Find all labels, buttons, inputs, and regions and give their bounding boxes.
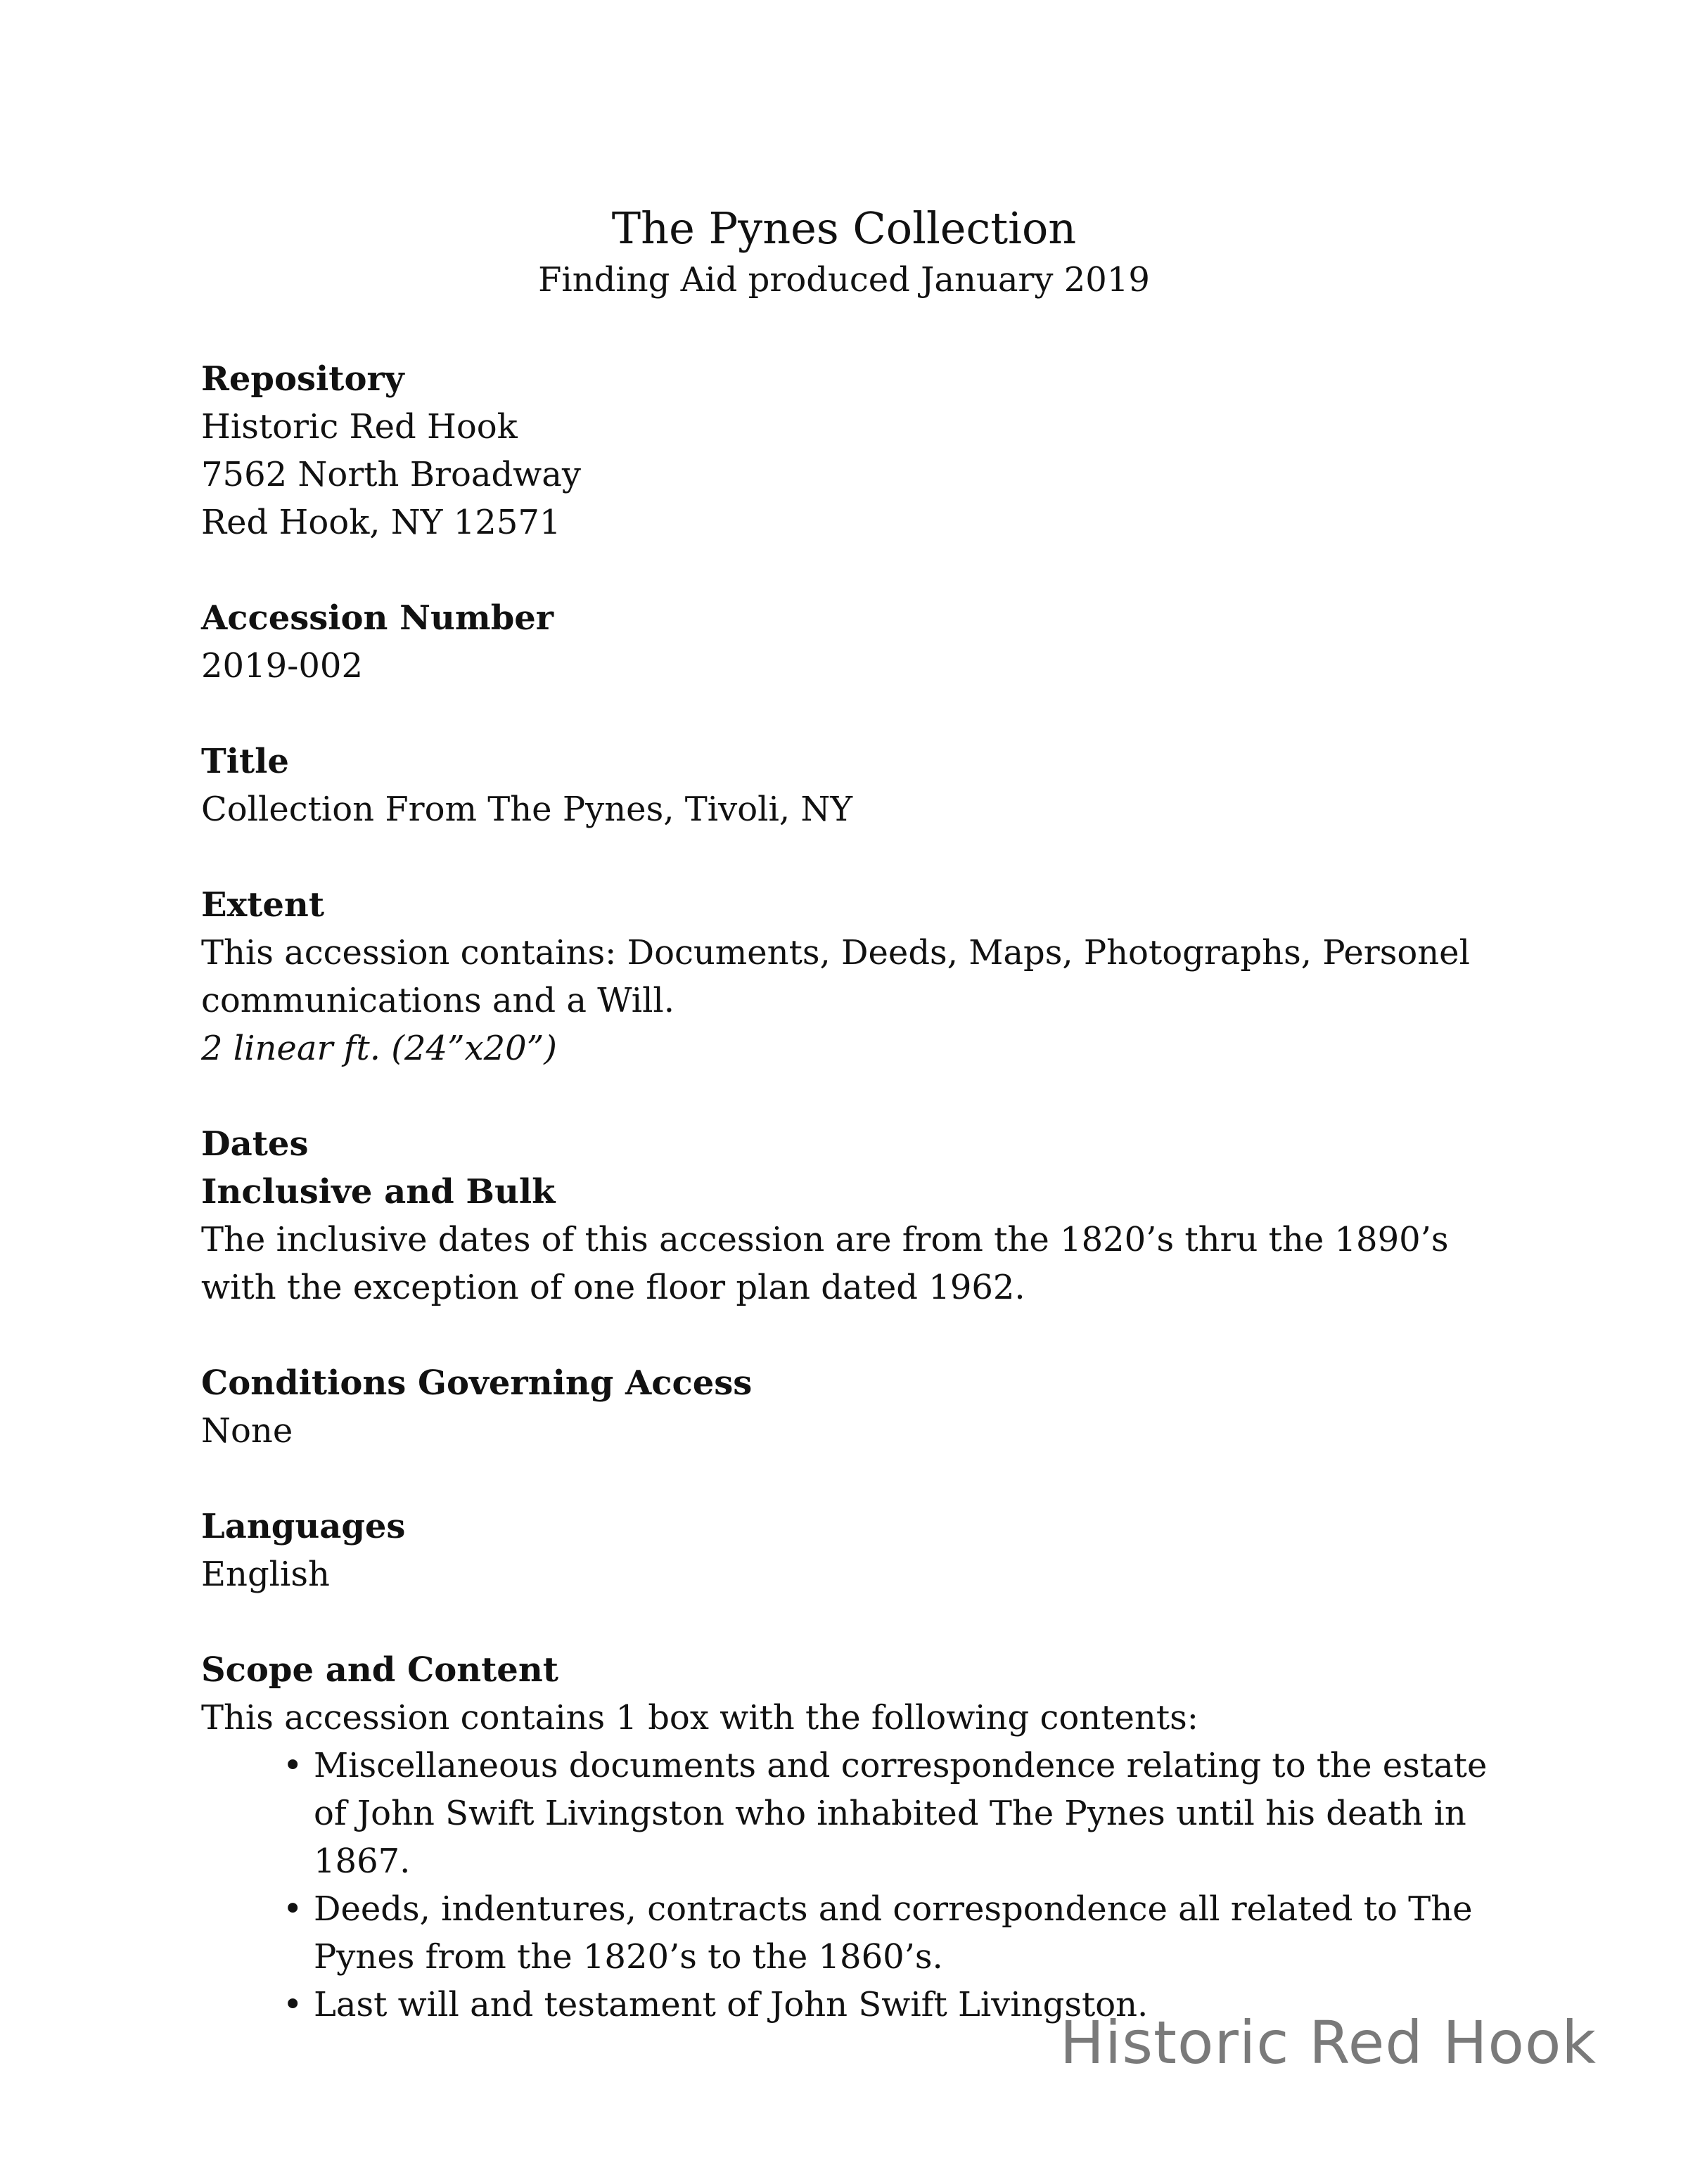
list-item: • Deeds, indentures, contracts and correspondence all related to The Pynes from the 1820’s to the 1860’s. [314, 1885, 1509, 1981]
extent-heading: Extent [201, 885, 324, 925]
accession-heading: Accession Number [201, 598, 554, 638]
dates-subheading: Inclusive and Bulk [201, 1172, 556, 1212]
extent-size: 2 linear ft. (24”x20”) [201, 1029, 557, 1068]
dates-section [201, 1120, 1537, 1311]
watermark-text: Historic Red Hook [1059, 2008, 1597, 2077]
accession-section [201, 594, 1537, 690]
repository-line: 7562 North Broadway [201, 455, 581, 494]
languages-heading: Languages [201, 1507, 406, 1546]
title-heading: Title [201, 742, 289, 781]
access-value: None [201, 1411, 293, 1451]
access-section [201, 1359, 1537, 1455]
document-subtitle: Finding Aid produced January 2019 [538, 260, 1150, 300]
scope-intro: This accession contains 1 box with the following contents: [201, 1698, 1198, 1737]
scope-heading: Scope and Content [201, 1650, 558, 1690]
extent-text: This accession contains: Documents, Deeds, Maps, Photographs, Personel communications and a Will. [201, 933, 1470, 1020]
collection-title: Collection From The Pynes, Tivoli, NY [201, 790, 853, 829]
languages-value: English [201, 1555, 330, 1594]
extent-section [201, 881, 1537, 1072]
scope-section [201, 1646, 1537, 2029]
scope-list [201, 1742, 1537, 2029]
access-heading: Conditions Governing Access [201, 1363, 753, 1403]
repository-heading: Repository [201, 359, 404, 399]
list-item: • Miscellaneous documents and correspondence relating to the estate of John Swift Livingston who inhabited The Pynes until his death in 1867. [314, 1742, 1509, 1885]
dates-heading: Dates [201, 1124, 309, 1164]
repository-line: Historic Red Hook [201, 407, 518, 447]
repository-line: Red Hook, NY 12571 [201, 503, 561, 542]
accession-number: 2019-002 [201, 646, 363, 686]
document-body [201, 355, 1537, 2029]
dates-text: The inclusive dates of this accession are from the 1820’s thru the 1890’s with the exception of one floor plan dated 1962. [201, 1220, 1449, 1307]
title-section [201, 738, 1537, 833]
list-item: • Last will and testament of John Swift Livingston. [314, 1981, 1509, 2029]
languages-section [201, 1503, 1537, 1598]
document-title: The Pynes Collection [611, 203, 1077, 254]
repository-section [201, 355, 1537, 546]
